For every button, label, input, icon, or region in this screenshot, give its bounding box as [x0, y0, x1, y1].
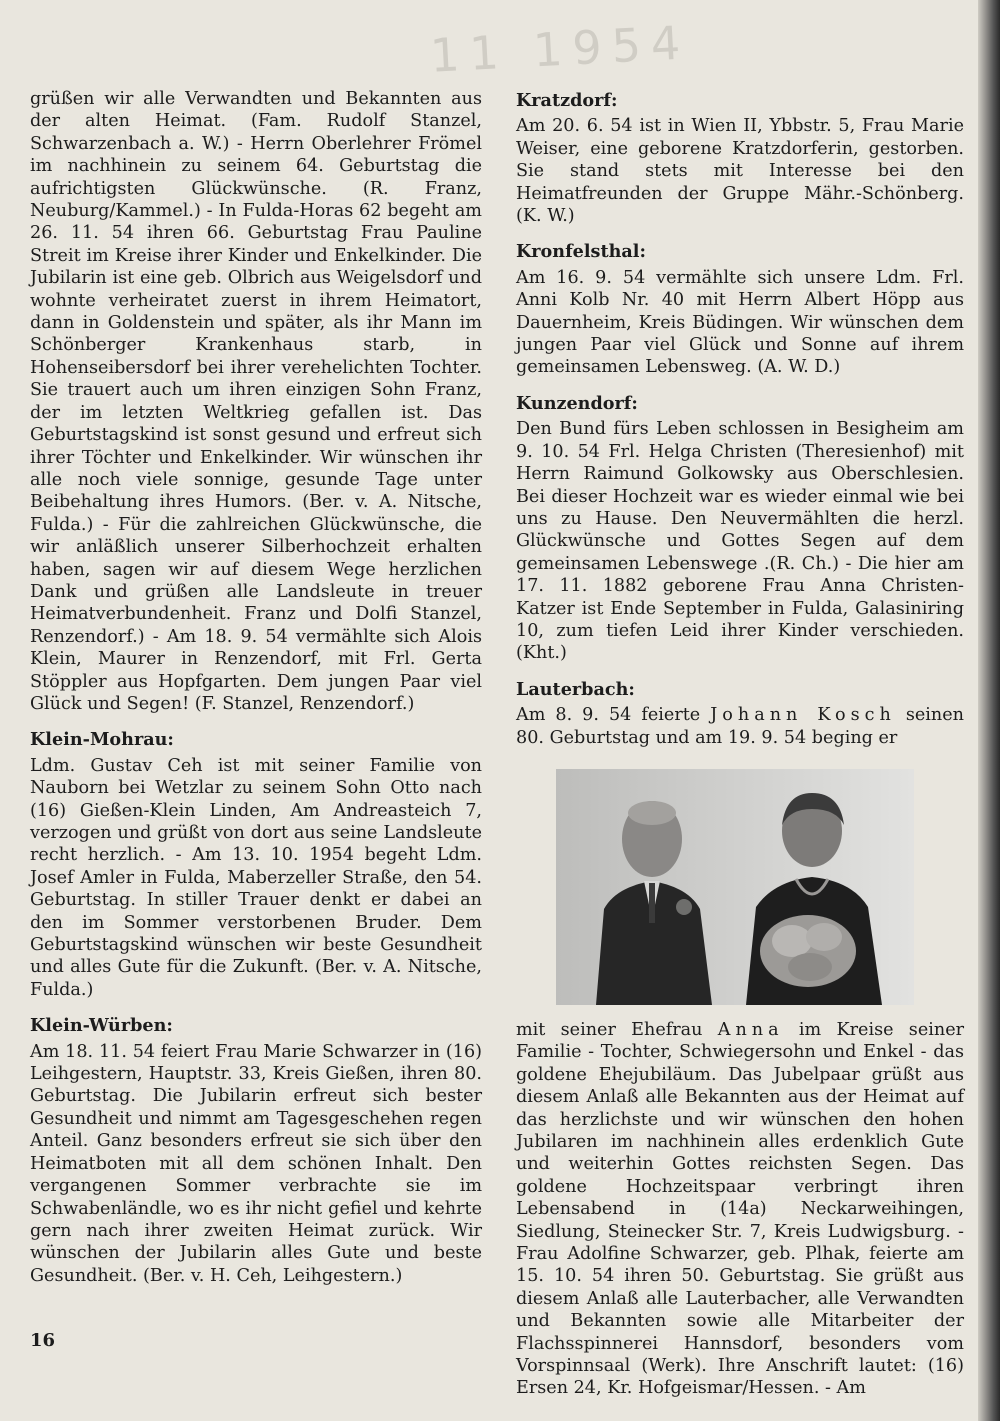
lauterbach-text-b: seinen 80. Geburtstag und am 19. 9. 54 beging er — [516, 705, 965, 748]
section-heading-klein-mohrau: Klein-Mohrau: — [30, 729, 174, 751]
section-text-kronfelsthal: Am 16. 9. 54 vermählte sich unsere Ldm. Frl. Anni Kolb Nr. 40 mit Herrn Albert Höpp aus Dauernheim, Kreis Büdingen. Wir wünschen dem jungen Paar viel Glück und Sonne auf ihrem gemeinsamen Lebensweg. (A. W. D.) — [516, 267, 964, 378]
couple-photo — [556, 769, 914, 1005]
section-text-klein-wuerben: Am 18. 11. 54 feiert Frau Marie Schwarzer in (16) Leihgestern, Hauptstr. 33, Kreis Gießen, ihren 80. Geburtstag. Die Jubilarin erfreut sich bester Gesundheit und nimmt am Tagesgeschehen regen Anteil. Ganz besonders erfreut sie sich über den Heimatboten mit all dem schönen Inhalt. Den vergangenen Sommer verbrachte sie im Schwabenländle, wo es ihr nicht gefiel und kehrte gern nach ihrer zweiten Heimat zurück. Wir wünschen der Jubilarin alles Gute und beste Gesundheit. (Ber. v. H. Ceh, Leihgestern.) — [30, 1041, 482, 1286]
intro-paragraph: grüßen wir alle Verwandten und Bekannten aus der alten Heimat. (Fam. Rudolf Stanzel, Schwarzenbach a. W.) - Herrn Oberlehrer Frömel im nachhinein zu seinem 64. Geburtstag die aufrichtigsten Glückwünsche. (R. Franz, Neuburg/Kammel.) - In Fulda-Horas 62 begeht am 26. 11. 54 ihren 66. Geburtstag Frau Pauline Streit im Kreise ihrer Kinder und Enkelkinder. Die Jubilarin ist eine geb. Olbrich aus Weigelsdorf und wohnte verheiratet zuerst in ihrem Heimatort, dann in Goldenstein und später, als ihr Mann im Schönberger Krankenhaus starb, in Hohenseibersdorf bei ihrer verehelichten Tochter. Sie trauert auch um ihren einzigen Sohn Franz, der im letzten Weltkrieg gefallen ist. Das Geburtstagskind ist sonst gesund und erfreut sich ihrer Töchter und Enkelkinder. Wir wünschen ihr alle noch viele sonnige, gesunde Tage unter Beibehaltung ihres Humors. (Ber. v. A. Nitsche, Fulda.) - Für die zahlreichen Glückwünsche, die wir anläßlich unserer Silberhochzeit erhalten haben, sagen wir auf diesem Wege herzlichen Dank und grüßen alle Landsleute in treuer Heimatverbundenheit. Franz und Dolfi Stanzel, Renzendorf.) - Am 18. 9. 54 vermählte sich Alois Klein, Maurer in Renzendorf, mit Frl. Gerta Stöppler aus Hopfgarten. Dem jungen Paar viel Glück und Segen! (F. Stanzel, Renzendorf.) — [30, 89, 482, 714]
section-text-lauterbach-end — [516, 1019, 964, 1400]
page-number: 16 — [30, 1330, 56, 1351]
section-text-klein-mohrau: Ldm. Gustav Ceh ist mit seiner Familie von Nauborn bei Wetzlar zu seinem Sohn Otto nach (16) Gießen-Klein Linden, Am Andreasteich 7, verzogen und grüßt von dort aus seine Landsleute recht herzlich. - Am 13. 10. 1954 begeht Ldm. Josef Amler in Fulda, Maberzeller Straße, den 54. Geburtstag. In stiller Trauer denkt er dabei an den im Sommer verstorbenen Bruder. Dem Geburtstagskind wünschen wir beste Gesundheit und alles Gute für die Zukunft. (Ber. v. A. Nitsche, Fulda.) — [30, 755, 482, 1000]
section-text-lauterbach-start — [516, 704, 964, 749]
couple-photo-illustration — [556, 769, 914, 1005]
section-heading-kratzdorf: Kratzdorf: — [516, 90, 618, 111]
page-binding-edge — [978, 0, 1000, 1421]
lauterbach-text-d: im Kreise seiner Familie - Tochter, Schwiegersohn und Enkel - das goldene Ehejubiläum. Das Jubelpaar grüßt aus diesem Anlaß alle Bekannten aus der Heimat auf das herzlichste und wir wünschen den hohen Jubilaren im nachhinein alles erdenklich Gute und weiterhin Gottes reichsten Segen. Das goldene Hochzeitspaar verbringt ihren Lebensabend in (14a) Neckarweihingen, Siedlung, Steinecker Str. 7, Kreis Ludwigsburg. - Frau Adolfine Schwarzer, geb. Plhak, feierte am 15. 10. 54 ihren 50. Geburtstag. Sie grüßt aus diesem Anlaß alle Lauterbacher, alle Verwandten und Bekannten sowie alle Mitarbeiter der Flachsspinnerei Hannsdorf, besonders vom Vorspinnsaal (Werk). Ihre Anschrift lautet: (16) Ersen 24, Kr. Hofgeismar/Hessen. - Am — [516, 1019, 965, 1399]
spaced-name-johann-kosch: Johann Kosch — [710, 705, 896, 726]
section-heading-kronfelsthal: Kronfelsthal: — [516, 241, 646, 263]
section-heading-kunzendorf: Kunzendorf: — [516, 392, 638, 414]
section-text-kratzdorf: Am 20. 6. 54 ist in Wien II, Ybbstr. 5, Frau Marie Weiser, eine geborene Kratzdorferin, gestorben. Sie stand stets mit Interesse bei den Heimatfreunden der Gruppe Mähr.-Schönberg. (K. W.) — [516, 116, 964, 227]
section-heading-lauterbach: Lauterbach: — [516, 678, 635, 700]
section-text-kunzendorf: Den Bund fürs Leben schlossen in Besigheim am 9. 10. 54 Frl. Helga Christen (Theresienhof) mit Herrn Raimund Golkowsky aus Oberschlesien. Bei dieser Hochzeit war es wieder einmal wie bei uns zu Hause. Den Neuvermählten die herzl. Glückwünsche und Gottes Segen auf dem gemeinsamen Lebenswege .(R. Ch.) - Die hier am 17. 11. 1882 geborene Frau Anna Christen-Katzer ist Ende September in Fulda, Galasiniring 10, zum tiefen Leid ihrer Kinder verschieden. (Kht.) — [516, 419, 964, 664]
section-heading-klein-wuerben: Klein-Würben: — [30, 1015, 173, 1037]
faded-stamp: 11 1954 — [428, 15, 692, 83]
lauterbach-text-a: Am 8. 9. 54 feierte — [516, 705, 701, 726]
spaced-name-anna: Anna — [717, 1019, 784, 1040]
left-column — [30, 88, 482, 1287]
lauterbach-text-c: mit seiner Ehefrau — [516, 1019, 703, 1040]
right-column — [516, 90, 964, 1400]
